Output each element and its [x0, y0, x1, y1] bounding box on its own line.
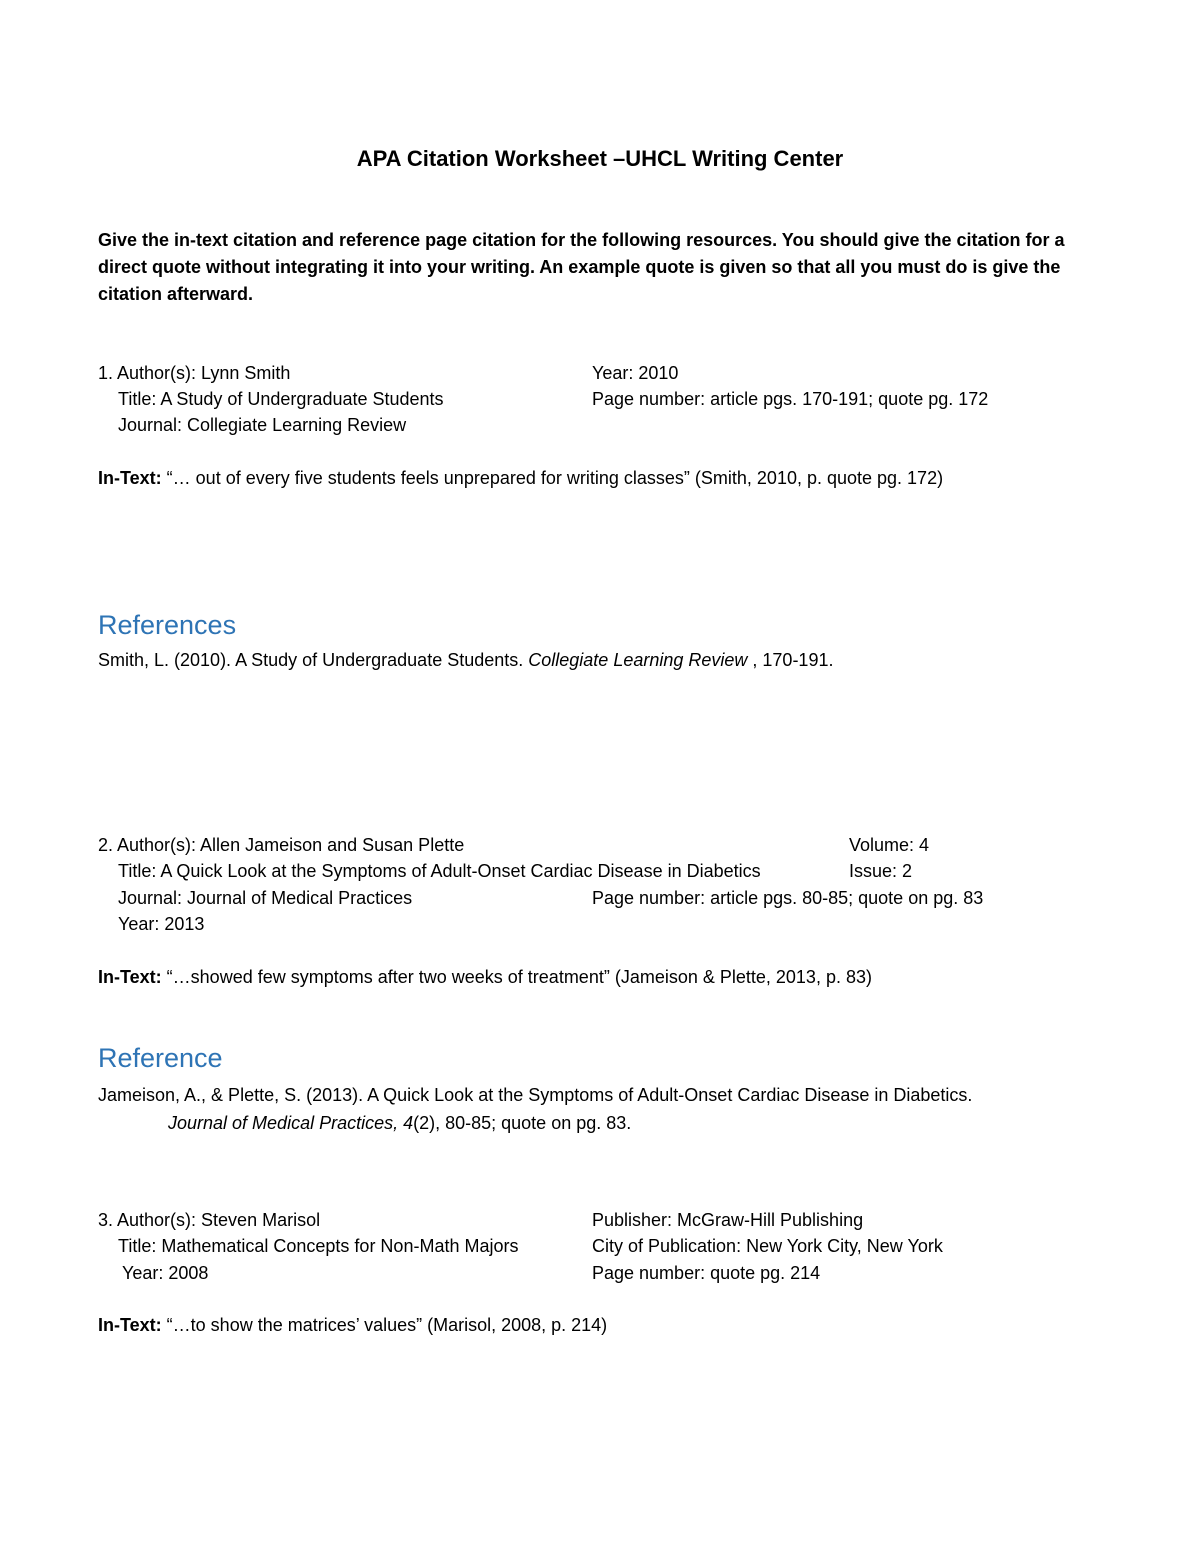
item3-year: Year: 2008 — [122, 1263, 209, 1283]
item2-intext — [98, 964, 872, 990]
item3-title: Title: Mathematical Concepts for Non-Math Majors — [118, 1236, 519, 1256]
item3-publisher: Publisher: McGraw-Hill Publishing — [592, 1210, 864, 1230]
page-title: APA Citation Worksheet –UHCL Writing Center — [356, 146, 844, 171]
item3-intext-text: “…to show the matrices’ values” (Marisol, 2008, p. 214) — [161, 1315, 608, 1335]
item1-title: Title: A Study of Undergraduate Students — [118, 389, 444, 409]
item2-volume: Volume: 4 — [849, 835, 930, 855]
item2-reference-line2 — [168, 1110, 631, 1136]
item2-ref-pages: (2), 80-85; quote on pg. 83. — [413, 1113, 632, 1133]
item2-intext-text: “…showed few symptoms after two weeks of treatment” (Jameison & Plette, 2013, p. 83) — [161, 967, 872, 987]
item3-authors: 3. Author(s): Steven Marisol — [98, 1210, 321, 1230]
item1-reference-entry — [98, 647, 833, 673]
item2-issue: Issue: 2 — [849, 861, 913, 881]
item3-city: City of Publication: New York City, New York — [592, 1236, 943, 1256]
item3-pages: Page number: quote pg. 214 — [592, 1263, 821, 1283]
item3-intext — [98, 1312, 607, 1338]
item1-year: Year: 2010 — [592, 363, 679, 383]
item2-reference-heading: Reference — [98, 1043, 223, 1073]
item1-references-heading: References — [98, 610, 237, 640]
item2-journal: Journal: Journal of Medical Practices — [118, 888, 413, 908]
item1-ref-pages: , 170-191. — [747, 650, 834, 670]
item1-intext — [98, 465, 943, 491]
item2-year: Year: 2013 — [118, 914, 205, 934]
item2-authors: 2. Author(s): Allen Jameison and Susan Plette — [98, 835, 465, 855]
item2-reference-line1: Jameison, A., & Plette, S. (2013). A Quick Look at the Symptoms of Adult-Onset Cardiac Disease in Diabetics. — [98, 1085, 973, 1105]
item1-ref-text: Smith, L. (2010). A Study of Undergraduate Students. — [98, 650, 529, 670]
intext-label: In-Text: — [98, 967, 162, 987]
item1-journal: Journal: Collegiate Learning Review — [118, 415, 407, 435]
item1-authors: 1. Author(s): Lynn Smith — [98, 363, 291, 383]
item1-pages: Page number: article pgs. 170-191; quote pg. 172 — [592, 389, 989, 409]
item2-ref-journal: Journal of Medical Practices, 4 — [168, 1113, 414, 1133]
item1-intext-text: “… out of every five students feels unprepared for writing classes” (Smith, 2010, p. quote pg. 172) — [161, 468, 944, 488]
item1-ref-journal: Collegiate Learning Review — [528, 650, 748, 670]
item2-pages: Page number: article pgs. 80-85; quote on pg. 83 — [592, 888, 984, 908]
item2-title: Title: A Quick Look at the Symptoms of Adult-Onset Cardiac Disease in Diabetics — [118, 861, 761, 881]
intext-label: In-Text: — [98, 1315, 162, 1335]
intext-label: In-Text: — [98, 468, 162, 488]
instructions: Give the in-text citation and reference page citation for the following resources. You should give the citation for a direct quote without integrating it into your writing. An example quote is given so that all you must do is give the citation afterward. — [98, 230, 1065, 304]
